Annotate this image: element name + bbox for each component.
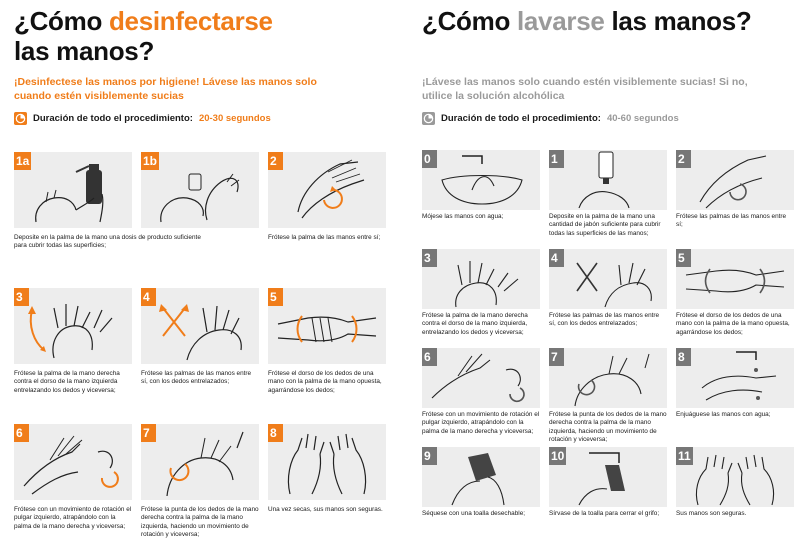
step-number: 0 <box>422 150 437 168</box>
back-of-hand-icon <box>14 288 132 364</box>
duration <box>422 112 679 125</box>
step-number: 8 <box>676 348 691 366</box>
step-number: 9 <box>422 447 437 465</box>
step-caption: Deposite en la palma de la mano una cantidad de jabón suficiente para cubrir todas las superficies de las manos; <box>549 213 661 237</box>
step-7 <box>549 348 667 447</box>
subtitle: ¡Desinfectese las manos por higiene! Lávese las manos solo cuando estén visiblemente sucias <box>14 76 317 102</box>
step-number: 7 <box>141 424 156 442</box>
steps-grid <box>422 150 794 546</box>
step-3 <box>14 288 132 424</box>
step-caption: Frótese las palmas de las manos entre sí, con los dedos entrelazados; <box>549 312 660 328</box>
step-9 <box>422 447 540 546</box>
step-caption: Frótese la palma de la mano derecha contra el dorso de la mano izquierda entrelazando los dedos y viceversa; <box>14 370 120 394</box>
duration-value: 40-60 segundos <box>606 113 679 124</box>
step-caption: Frótese con un movimiento de rotación el pulgar izquierdo, atrapándolo con la palma de la mano derecha y viceversa; <box>422 411 540 435</box>
step-caption: Frótese la palma de la mano derecha contra el dorso de la mano izquierda, entrelazando los dedos y viceversa; <box>422 312 528 336</box>
step-illustration <box>141 424 259 500</box>
step-illustration <box>268 152 386 228</box>
fingers-locked-icon <box>268 288 386 364</box>
step-4 <box>141 288 259 424</box>
step-5 <box>676 249 794 348</box>
back-of-hand-icon <box>422 249 540 309</box>
step-number: 5 <box>268 288 283 306</box>
interlaced-fingers-icon <box>141 288 259 364</box>
step-caption: Frótese con un movimiento de rotación el pulgar izquierdo, atrapándolo con la palma de la mano derecha y viceversa; <box>14 506 132 530</box>
step-number: 4 <box>141 288 156 306</box>
fingertips-palm-icon <box>549 348 667 408</box>
rinse-hands-icon <box>676 348 794 408</box>
page-title-rub <box>14 6 273 66</box>
step-number: 8 <box>268 424 283 442</box>
step-number: 6 <box>422 348 437 366</box>
clock-icon <box>422 112 435 125</box>
step-number: 7 <box>549 348 564 366</box>
step-illustration <box>676 150 794 210</box>
step-caption: Frótese las palmas de las manos entre sí; <box>676 213 787 229</box>
step-number: 6 <box>14 424 29 442</box>
step-10 <box>549 447 667 546</box>
wash-hands-panel <box>408 0 800 553</box>
duration-label: Duración de todo el procedimiento: <box>441 113 601 124</box>
duration-label: Duración de todo el procedimiento: <box>33 113 193 124</box>
soap-dispenser-icon <box>549 150 667 210</box>
step-illustration <box>549 348 667 408</box>
step-number: 11 <box>678 449 691 463</box>
step-1 <box>549 150 667 249</box>
step-5 <box>268 288 386 424</box>
step-number: 1 <box>549 150 564 168</box>
step-caption: Frótese la palma de las manos entre sí; <box>268 234 381 241</box>
step-number: 1a <box>16 154 30 168</box>
step-caption: Deposite en la palma de la mano una dosis de producto suficiente para cubrir todas las superficies; <box>14 234 201 250</box>
step-illustration <box>268 288 386 364</box>
step-6 <box>422 348 540 447</box>
subtitle: ¡Lávese las manos solo cuando estén visiblemente sucias! Si no, utilice la solución alcohólica <box>422 76 748 102</box>
step-number: 1b <box>143 154 158 168</box>
step-illustration <box>422 150 540 210</box>
title-part1: ¿Cómo <box>14 6 109 36</box>
step-8 <box>268 424 386 560</box>
fingertips-palm-icon <box>141 424 259 500</box>
step-6 <box>14 424 132 560</box>
step-caption: Una vez secas, sus manos son seguras. <box>268 506 383 513</box>
step-illustration <box>14 288 132 364</box>
step-caption: Frótese las palmas de las manos entre sí, con los dedos entrelazados; <box>141 370 252 386</box>
open-hands-icon <box>676 447 794 507</box>
step-caption: Frótese la punta de los dedos de la mano derecha contra la palma de la mano izquierda, haciendo un movimiento de rotación y viceversa; <box>141 506 259 539</box>
towel-dry-icon <box>422 447 540 507</box>
step-illustration <box>676 447 794 507</box>
step-11 <box>676 447 794 546</box>
step-illustration <box>549 249 667 309</box>
page-title-wash <box>422 6 752 36</box>
step-caption: Sírvase de la toalla para cerrar el grifo; <box>549 510 660 517</box>
step-3 <box>422 249 540 348</box>
palms-rubbing-icon <box>268 152 386 228</box>
step-illustration <box>676 348 794 408</box>
step-illustration <box>14 424 132 500</box>
step-number: 3 <box>422 249 437 267</box>
interlaced-fingers-icon <box>549 249 667 309</box>
step-number: 4 <box>549 249 564 267</box>
step-number: 5 <box>676 249 691 267</box>
hand-cupped-icon <box>141 152 259 228</box>
step-illustration <box>549 447 667 507</box>
step-illustration <box>141 288 259 364</box>
duration-value: 20-30 segundos <box>198 113 271 124</box>
step-8 <box>676 348 794 447</box>
hand-dispenser-icon <box>14 152 132 228</box>
title-line2: las manos? <box>14 36 155 66</box>
clock-icon <box>14 112 27 125</box>
step-1b <box>141 152 259 288</box>
step-caption: Mójese las manos con agua; <box>422 213 504 220</box>
title-part2: las manos? <box>604 6 752 36</box>
step-illustration <box>422 348 540 408</box>
step-caption: Sus manos son seguras. <box>676 510 747 517</box>
step-7 <box>141 424 259 560</box>
thumb-rotation-icon <box>422 348 540 408</box>
step-number: 10 <box>551 449 565 463</box>
step-caption: Frótese la punta de los dedos de la mano derecha contra la palma de la mano izquierda, haciendo un movimiento de rotación y viceversa; <box>549 411 667 444</box>
step-0 <box>422 150 540 249</box>
step-illustration <box>422 447 540 507</box>
open-hands-icon <box>268 424 386 500</box>
close-faucet-icon <box>549 447 667 507</box>
step-4 <box>549 249 667 348</box>
steps-grid <box>14 152 386 560</box>
title-part1: ¿Cómo <box>422 6 517 36</box>
thumb-rotation-icon <box>14 424 132 500</box>
step-2 <box>676 150 794 249</box>
rub-hands-panel <box>0 0 392 553</box>
faucet-icon <box>422 150 540 210</box>
step-illustration <box>422 249 540 309</box>
step-caption: Enjuáguese las manos con agua; <box>676 411 771 418</box>
step-illustration <box>268 424 386 500</box>
step-caption: Frótese el dorso de los dedos de una mano con la palma de la mano opuesta, agarrándose los dedos; <box>268 370 382 394</box>
title-highlight: desinfectarse <box>108 6 273 36</box>
step-2 <box>268 152 386 288</box>
step-caption: Frótese el dorso de los dedos de una mano con la palma de la mano opuesta, agarrándose los dedos; <box>676 312 790 336</box>
step-number: 2 <box>268 152 283 170</box>
step-illustration <box>14 152 132 228</box>
step-number: 2 <box>676 150 691 168</box>
step-illustration <box>676 249 794 309</box>
fingers-locked-icon <box>676 249 794 309</box>
duration <box>14 112 271 125</box>
step-caption: Séquese con una toalla desechable; <box>422 510 526 517</box>
step-illustration <box>549 150 667 210</box>
title-highlight: lavarse <box>516 6 605 36</box>
step-number: 3 <box>14 288 29 306</box>
step-illustration <box>141 152 259 228</box>
palms-rubbing-icon <box>676 150 794 210</box>
